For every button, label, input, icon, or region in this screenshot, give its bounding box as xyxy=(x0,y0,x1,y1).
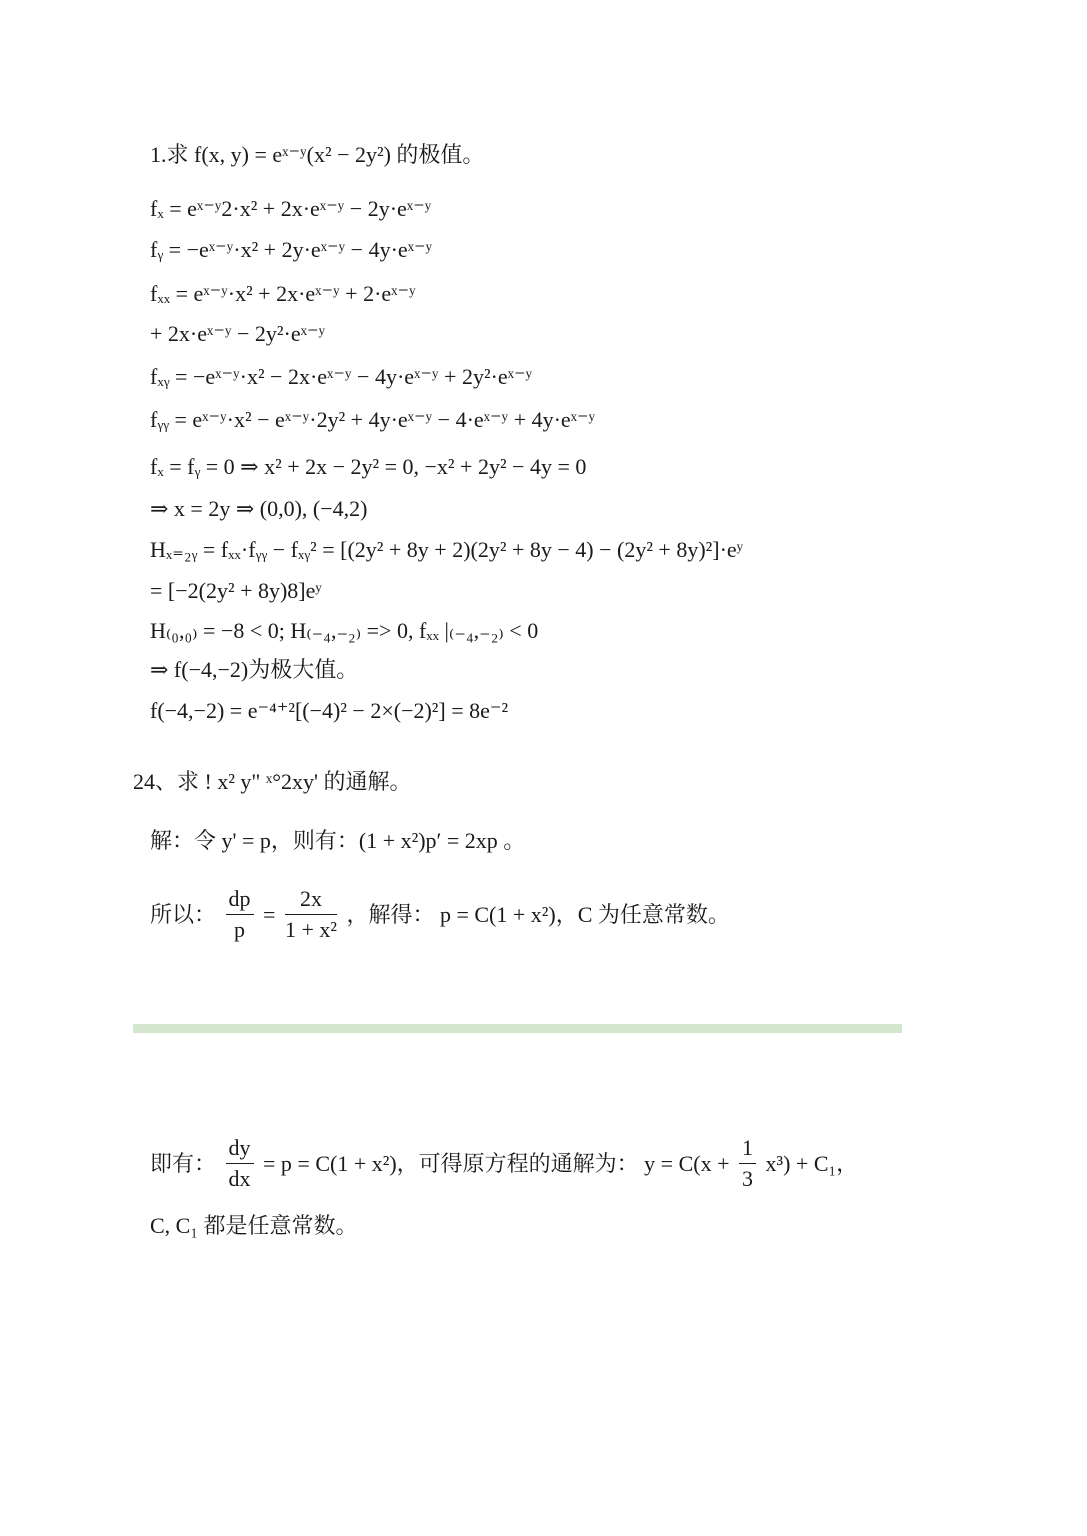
problem1-line: ⇒ f(−4,−2)为极大值。 xyxy=(150,657,359,682)
one-third-fraction xyxy=(739,1133,756,1194)
equals-sign: = xyxy=(263,901,276,927)
problem1-title: 1.求 f(x, y) = eˣ⁻ʸ(x² − 2y²) 的极值。 xyxy=(150,142,485,167)
problem1-line: + 2x·eˣ⁻ʸ − 2y²·eˣ⁻ʸ xyxy=(150,321,326,346)
section-divider xyxy=(133,1024,902,1033)
problem1-line: = [−2(2y² + 8y)8]eʸ xyxy=(150,578,322,603)
problem1-line: ⇒ x = 2y ⇒ (0,0), (−4,2) xyxy=(150,496,368,521)
fraction-numerator: 1 xyxy=(739,1133,756,1164)
problem1-line: Hₓ₌₂ᵧ = fₓₓ·fᵧᵧ − fₓᵧ² = [(2y² + 8y + 2)(2y² + 8y − 4) − (2y² + 8y)²]·eʸ xyxy=(150,537,744,562)
fraction-numerator: dy xyxy=(226,1133,254,1164)
dp-over-p-fraction xyxy=(226,884,254,945)
problem24-step4: C, C₁ 都是任意常数。 xyxy=(150,1213,358,1238)
problem24-step3 xyxy=(150,1133,858,1194)
step2-suffix: ，解得： p = C(1 + x²)，C 为任意常数。 xyxy=(346,901,730,927)
fraction-denominator: 1 + x² xyxy=(284,917,337,942)
problem1-line: f(−4,−2) = e⁻⁴⁺²[(−4)² − 2×(−2)²] = 8e⁻² xyxy=(150,698,509,723)
problem1-line: fₓ = eˣ⁻ʸ2·x² + 2x·eˣ⁻ʸ − 2y·eˣ⁻ʸ xyxy=(150,196,432,221)
problem24-step2 xyxy=(150,884,730,945)
problem24-step1: 解：令 y' = p，则有：(1 + x²)p′ = 2xp 。 xyxy=(150,828,526,853)
problem1-line: fₓ = fᵧ = 0 ⇒ x² + 2x − 2y² = 0, −x² + 2y² − 4y = 0 xyxy=(150,454,587,479)
step3-middle: = p = C(1 + x²)，可得原方程的通解为： y = C(x + xyxy=(263,1150,730,1176)
2x-over-1-plus-x2-fraction xyxy=(285,884,337,945)
fraction-numerator: 2x xyxy=(285,884,337,915)
fraction-denominator: dx xyxy=(228,1166,251,1191)
fraction-denominator: p xyxy=(234,917,246,942)
step2-prefix: 所以： xyxy=(150,901,217,927)
problem1-line: fₓₓ = eˣ⁻ʸ·x² + 2x·eˣ⁻ʸ + 2·eˣ⁻ʸ xyxy=(150,281,416,306)
problem24-title: 24、求 ! x² y" ˣ°2xy' 的通解。 xyxy=(133,769,412,794)
problem1-line: fᵧᵧ = eˣ⁻ʸ·x² − eˣ⁻ʸ·2y² + 4y·eˣ⁻ʸ − 4·eˣ⁻ʸ + 4y·eˣ⁻ʸ xyxy=(150,407,596,432)
dy-over-dx-fraction xyxy=(226,1133,254,1194)
problem1-line: fₓᵧ = −eˣ⁻ʸ·x² − 2x·eˣ⁻ʸ − 4y·eˣ⁻ʸ + 2y²·eˣ⁻ʸ xyxy=(150,364,533,389)
fraction-numerator: dp xyxy=(226,884,254,915)
problem1-line: H₍₀,₀₎ = −8 < 0; H₍₋₄,₋₂₎ => 0, fₓₓ |₍₋₄,₋₂₎ < 0 xyxy=(150,618,539,643)
step3-suffix: x³) + C₁， xyxy=(765,1150,859,1176)
step3-prefix: 即有： xyxy=(150,1150,217,1176)
fraction-denominator: 3 xyxy=(741,1166,753,1191)
problem1-line: fᵧ = −eˣ⁻ʸ·x² + 2y·eˣ⁻ʸ − 4y·eˣ⁻ʸ xyxy=(150,237,433,262)
